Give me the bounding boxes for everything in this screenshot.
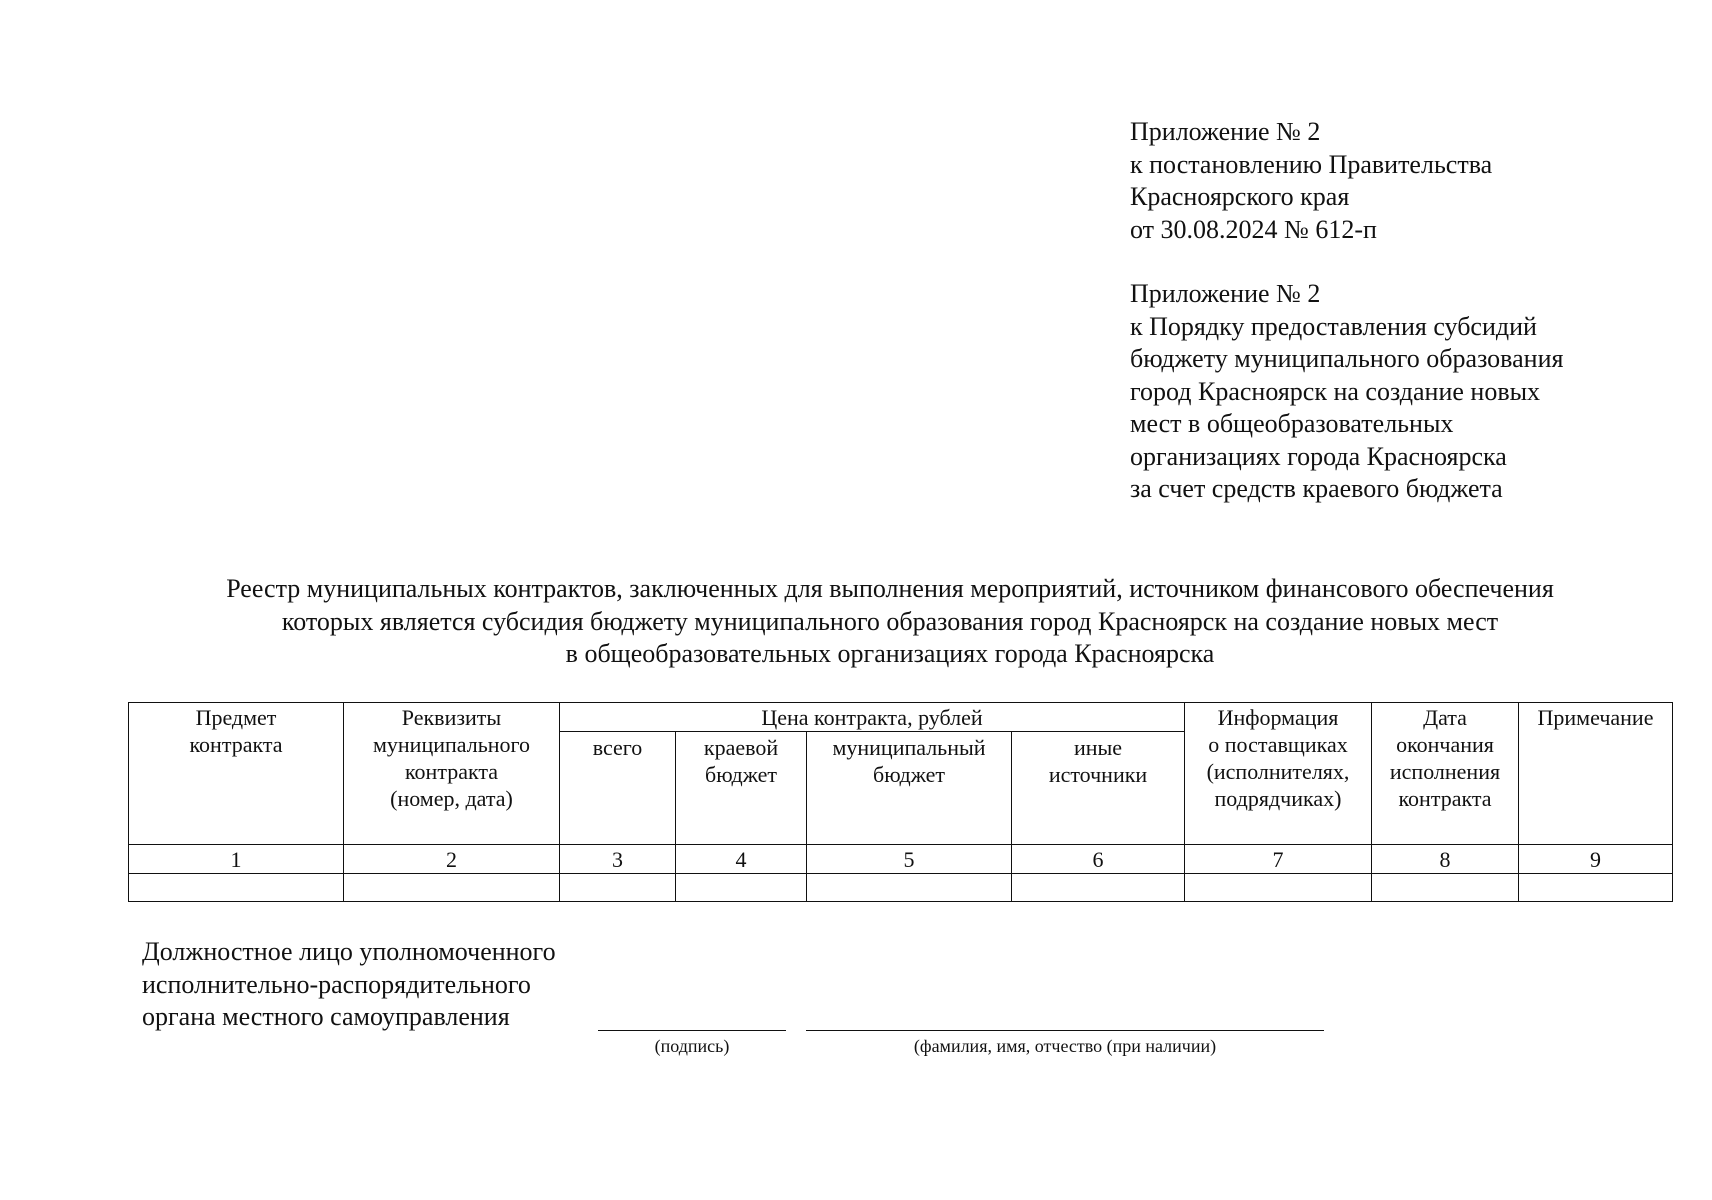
column-number: 1 (129, 845, 344, 874)
register-title-line: в общеобразовательных организациях города Красноярска (565, 639, 1215, 668)
header-other-sources: иные источники (1012, 732, 1185, 845)
official-position (142, 936, 556, 1034)
appendix-2-line: к Порядку предоставления субсидий (1130, 311, 1537, 341)
appendix-2-line: Приложение № 2 (1130, 279, 1321, 308)
column-number: 9 (1519, 845, 1673, 874)
official-line: исполнительно-распорядительного (142, 969, 531, 999)
column-number: 2 (344, 845, 560, 874)
official-line: Должностное лицо уполномоченного (142, 937, 556, 966)
signature-caption: (подпись) (654, 1036, 730, 1056)
table-cell (676, 874, 807, 902)
header-total: всего (560, 732, 676, 845)
column-number: 4 (676, 845, 807, 874)
appendix-2-line: организациях города Красноярска (1130, 441, 1507, 471)
table-cell (129, 874, 344, 902)
appendix-1-line: Приложение № 2 (1130, 117, 1321, 146)
header-suppliers: Информация о поставщиках (исполнителях, подрядчиках) (1185, 703, 1372, 845)
contracts-registry-table (128, 702, 1673, 902)
signature-line (598, 1030, 786, 1031)
column-number: 6 (1012, 845, 1185, 874)
appendix-1-line: от 30.08.2024 № 612-п (1130, 214, 1377, 244)
table-cell (1372, 874, 1519, 902)
register-title-line: которых является субсидия бюджету муниципального образования город Красноярск на создание новых мест (281, 606, 1499, 636)
table-header-row (129, 703, 1673, 732)
table-cell (560, 874, 676, 902)
appendix-2-line: бюджету муниципального образования (1130, 344, 1564, 373)
column-number: 5 (807, 845, 1012, 874)
column-number: 8 (1372, 845, 1519, 874)
table-cell (1012, 874, 1185, 902)
table-cell (1519, 874, 1673, 902)
table-cell (1185, 874, 1372, 902)
appendix-2-line: город Красноярск на создание новых (1130, 376, 1541, 406)
appendix-1-header (1130, 116, 1690, 246)
full-name-line (806, 1030, 1324, 1031)
full-name-caption: (фамилия, имя, отчество (при наличии) (913, 1036, 1217, 1056)
appendix-2-line: мест в общеобразовательных (1130, 409, 1454, 438)
header-municipal-budget: муниципальный бюджет (807, 732, 1012, 845)
header-end-date: Дата окончания исполнения контракта (1372, 703, 1519, 845)
table-cell (344, 874, 560, 902)
column-number: 3 (560, 845, 676, 874)
header-contract-details: Реквизиты муниципального контракта (номер, дата) (344, 703, 560, 845)
register-title-line: Реестр муниципальных контрактов, заключенных для выполнения мероприятий, источником финансового обеспечения (226, 574, 1554, 603)
table-row (129, 874, 1673, 902)
header-price-group: Цена контракта, рублей (560, 703, 1185, 732)
table-cell (807, 874, 1012, 902)
table-column-numbers-row (129, 845, 1673, 874)
appendix-2-line: за счет средств краевого бюджета (1130, 474, 1503, 503)
column-number: 7 (1185, 845, 1372, 874)
register-title (110, 573, 1670, 671)
appendix-1-line: к постановлению Правительства (1130, 149, 1493, 179)
header-note: Примечание (1519, 703, 1673, 845)
appendix-1-line: Красноярского края (1130, 182, 1350, 211)
header-regional-budget: краевой бюджет (676, 732, 807, 845)
official-line: органа местного самоуправления (142, 1002, 510, 1031)
appendix-2-header (1130, 278, 1690, 506)
header-subject: Предмет контракта (129, 703, 344, 845)
